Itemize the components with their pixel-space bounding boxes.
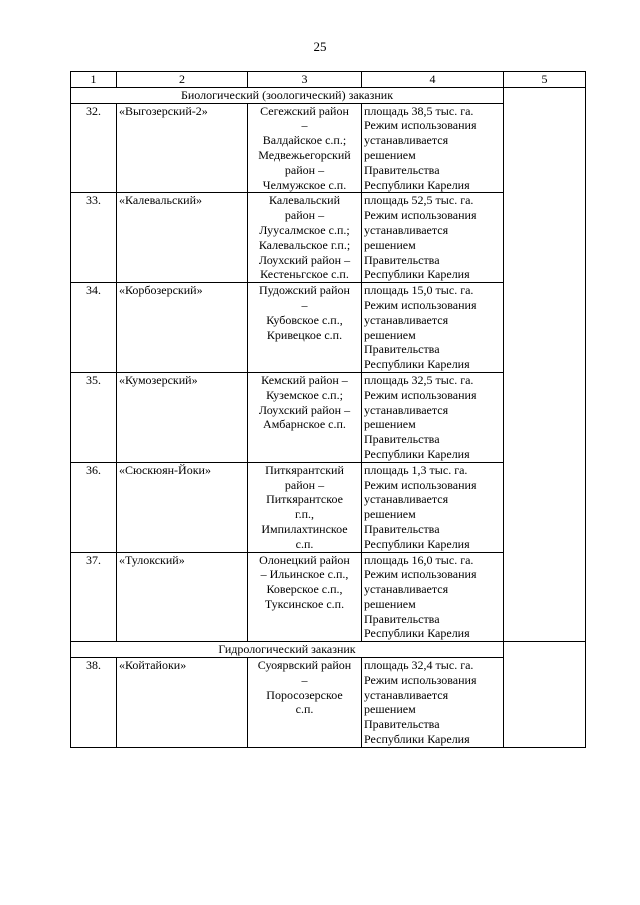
description-line: устанавливается [364,687,449,702]
location-line: Медвежьегорский [258,147,351,162]
location-line: – [301,297,308,312]
location-line: Луусалмское с.п.; [259,222,350,237]
location-line: район – [284,208,325,223]
description-line: устанавливается [364,133,449,148]
row-number: 37. [71,552,117,642]
description-line: Республики Карелия [364,357,470,372]
location-line: Поросозерское [266,687,343,702]
description-line: Республики Карелия [364,626,470,641]
description-line: Республики Карелия [364,177,470,192]
row-number: 34. [71,283,117,373]
location-line: с.п. [295,536,314,551]
location-line: Лоухский район – [258,252,351,267]
location-line: Лоухский район – [258,402,351,417]
location-line: – Ильинское с.п., [260,567,349,582]
description-line: решением [364,147,416,162]
location-line: – [301,118,308,133]
description-line: решением [364,596,416,611]
location-line: – [301,672,308,687]
location-line: Импилахтинское [261,521,348,536]
reserve-description [362,658,504,748]
location-line: Челмужское с.п. [262,177,347,192]
reserves-table [70,71,586,748]
column-header: 3 [248,72,362,88]
location-line: с.п. [295,702,314,717]
row-number: 33. [71,193,117,283]
description-line: площадь 15,0 тыс. га. [364,283,474,298]
section-row [71,87,586,103]
description-line: площадь 1,3 тыс. га. [364,462,468,477]
table-body [71,72,586,748]
section-title: Гидрологический заказник [71,642,504,658]
reserve-location [248,103,362,193]
location-line: Питкярантское [266,492,343,507]
reserve-description [362,283,504,373]
row-number: 35. [71,372,117,462]
location-line: Кубовское с.п., [266,312,343,327]
reserve-name: «Выгозерский-2» [117,103,248,193]
column-header: 2 [117,72,248,88]
column-header: 4 [362,72,504,88]
location-line: Калевальское г.п.; [258,237,351,252]
description-line: Республики Карелия [364,732,470,747]
column-5-cell [504,642,586,748]
row-number: 32. [71,103,117,193]
description-line: площадь 52,5 тыс. га. [364,193,474,208]
section-row [71,642,586,658]
location-line: Куземское с.п.; [266,387,343,402]
description-line: Режим использования [364,387,477,402]
column-header: 1 [71,72,117,88]
description-line: устанавливается [364,312,449,327]
location-line: Коверское с.п., [266,582,343,597]
location-line: Валдайское с.п.; [262,133,347,148]
reserve-description [362,103,504,193]
description-line: Правительства [364,611,440,626]
description-line: решением [364,327,416,342]
reserve-name: «Койтайоки» [117,658,248,748]
location-line: Суоярвский район [257,658,352,673]
reserve-description [362,372,504,462]
column-header-row [71,72,586,88]
description-line: площадь 32,4 тыс. га. [364,658,474,673]
row-number: 36. [71,462,117,552]
description-line: Режим использования [364,567,477,582]
location-line: Амбарнское с.п. [263,417,346,432]
description-line: Республики Карелия [364,446,470,461]
location-line: Сегежский район [260,103,349,118]
reserve-description [362,193,504,283]
description-line: Республики Карелия [364,267,470,282]
reserve-location [248,658,362,748]
location-line: Питкярантский [265,462,344,477]
description-line: решением [364,507,416,522]
location-line: Калевальский [269,193,340,208]
location-line: г.п., [295,507,314,522]
description-line: решением [364,237,416,252]
description-line: Режим использования [364,477,477,492]
reserve-name: «Кумозерский» [117,372,248,462]
description-line: устанавливается [364,492,449,507]
description-line: Режим использования [364,208,477,223]
reserve-location [248,552,362,642]
reserve-name: «Корбозерский» [117,283,248,373]
reserve-location [248,283,362,373]
description-line: площадь 38,5 тыс. га. [364,103,474,118]
reserve-location [248,372,362,462]
description-line: устанавливается [364,402,449,417]
description-line: площадь 16,0 тыс. га. [364,552,474,567]
description-line: Правительства [364,521,440,536]
location-line: Кривецкое с.п. [266,327,343,342]
location-line: Кестеньгское с.п. [260,267,349,282]
reserve-description [362,552,504,642]
description-line: Режим использования [364,672,477,687]
description-line: Правительства [364,252,440,267]
description-line: устанавливается [364,582,449,597]
row-number: 38. [71,658,117,748]
location-line: Олонецкий район [259,552,350,567]
location-line: Пудожский район [259,283,350,298]
description-line: Режим использования [364,297,477,312]
description-line: решением [364,702,416,717]
page-number: 25 [313,39,327,54]
column-header: 5 [504,72,586,88]
description-line: Правительства [364,717,440,732]
description-line: Правительства [364,432,440,447]
section-title: Биологический (зоологический) заказник [71,87,504,103]
description-line: устанавливается [364,222,449,237]
description-line: Правительства [364,162,440,177]
column-5-cell [504,87,586,641]
description-line: Правительства [364,342,440,357]
location-line: район – [284,477,325,492]
description-line: площадь 32,5 тыс. га. [364,372,474,387]
reserve-name: «Калевальский» [117,193,248,283]
reserve-description [362,462,504,552]
location-line: Туксинское с.п. [264,596,345,611]
description-line: решением [364,417,416,432]
reserve-name: «Тулокский» [117,552,248,642]
reserve-name: «Сюскюян-Йоки» [117,462,248,552]
description-line: Республики Карелия [364,536,470,551]
reserve-location [248,462,362,552]
location-line: Кемский район – [261,372,348,387]
reserve-location [248,193,362,283]
location-line: район – [284,162,325,177]
description-line: Режим использования [364,118,477,133]
